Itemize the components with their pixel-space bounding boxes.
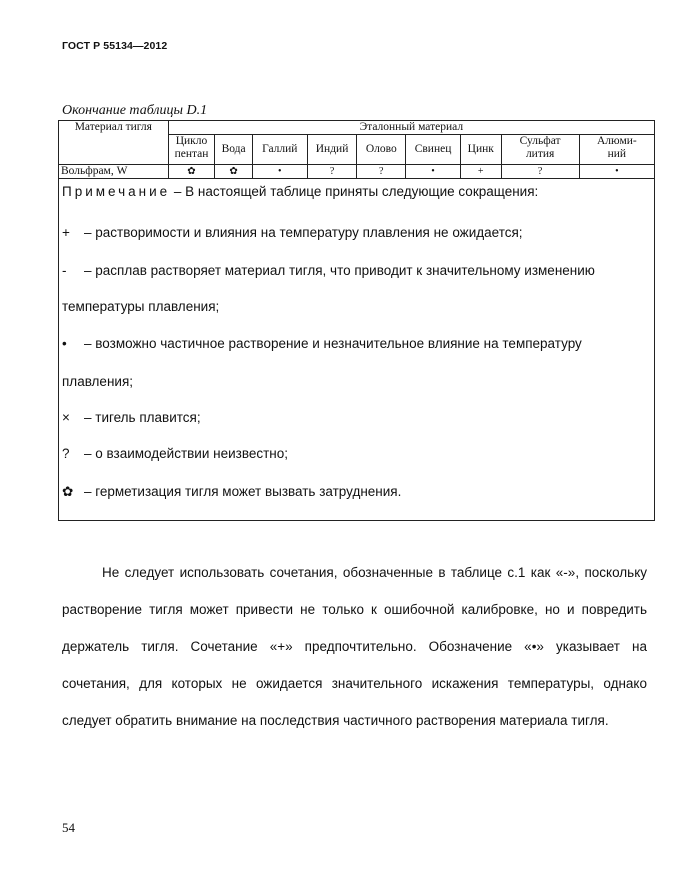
column-header	[501, 135, 579, 165]
column-header-line: Вода	[221, 143, 246, 155]
column-header	[168, 135, 215, 165]
value-cell: ✿	[168, 165, 215, 179]
note-text: – о взаимодействии неизвестно;	[84, 446, 289, 461]
column-header-line: Индий	[315, 143, 349, 155]
value-cell: ✿	[215, 165, 253, 179]
note-text: – возможно частичное растворение и незначительное влияние на температуру	[84, 336, 582, 351]
note-item	[62, 224, 523, 241]
document-code: ГОСТ Р 55134—2012	[62, 40, 168, 52]
note-text: – тигель плавится;	[84, 410, 201, 425]
row-header-cell: Материал тигля	[59, 121, 169, 165]
note-symbol: -	[62, 263, 67, 278]
column-header-line: Сульфат	[519, 135, 561, 147]
column-header	[215, 135, 253, 165]
note-text: плавления;	[62, 374, 134, 389]
value-cell: •	[579, 165, 654, 179]
note-text: – растворимости и влияния на температуру плавления не ожидается;	[84, 225, 523, 240]
note-symbol: ?	[62, 446, 70, 461]
column-header-line: лития	[525, 148, 555, 160]
column-header-line: Галлий	[262, 143, 298, 155]
group-header-cell: Эталонный материал	[168, 121, 654, 135]
note-intro: – В настоящей таблице приняты следующие сокращения:	[170, 184, 539, 199]
column-header	[307, 135, 357, 165]
note-symbol: •	[62, 336, 67, 351]
column-header-line: Алюми-	[596, 135, 637, 147]
body-paragraph	[62, 554, 647, 739]
note-symbol: ✿	[62, 484, 74, 499]
note-item	[62, 262, 595, 279]
column-header	[252, 135, 307, 165]
column-header-line: Цинк	[467, 143, 494, 155]
column-header-line: ний	[607, 148, 627, 160]
paragraph-text: Не следует использовать сочетания, обозначенные в таблице с.1 как «-», поскольку растворение тигля может привести не только к ошибочной калибровке, но и повредить держатель тигля. Сочетание «+» предпочтительно. Обозначение «•» указывает на сочетания, для которых не ожидается значительного искажения температуры, однако следует обратить внимание на последствия частичного растворения материала тигля.	[62, 565, 647, 728]
material-cell: Вольфрам, W	[59, 165, 169, 179]
note-item	[62, 298, 219, 315]
note-item	[62, 373, 133, 390]
column-header	[579, 135, 654, 165]
column-header	[357, 135, 406, 165]
note-symbol: +	[62, 225, 70, 240]
value-cell: ?	[501, 165, 579, 179]
note-item	[62, 445, 288, 462]
note-label: Примечание	[62, 184, 171, 199]
table-caption: Окончание таблицы D.1	[62, 103, 208, 118]
value-cell: •	[252, 165, 307, 179]
note-item	[62, 483, 401, 500]
note-text: – расплав растворяет материал тигля, что приводит к значительному изменению	[84, 263, 595, 278]
note-text: – герметизация тигля может вызвать затруднения.	[84, 484, 402, 499]
column-header	[460, 135, 501, 165]
note-intro-line	[62, 183, 538, 200]
note-text: температуры плавления;	[62, 299, 220, 314]
note-symbol: ×	[62, 410, 70, 425]
value-cell: •	[406, 165, 461, 179]
column-header-line: пентан	[174, 148, 209, 160]
column-header-line: Свинец	[414, 143, 452, 155]
note-item	[62, 409, 201, 426]
crucible-compatibility-table	[58, 120, 655, 179]
note-item	[62, 335, 582, 352]
table-row	[59, 165, 655, 179]
column-header-line: Цикло	[175, 135, 208, 147]
value-cell: +	[460, 165, 501, 179]
column-header-line: Олово	[365, 143, 397, 155]
page-number: 54	[62, 820, 75, 835]
column-header	[406, 135, 461, 165]
value-cell: ?	[357, 165, 406, 179]
value-cell: ?	[307, 165, 357, 179]
